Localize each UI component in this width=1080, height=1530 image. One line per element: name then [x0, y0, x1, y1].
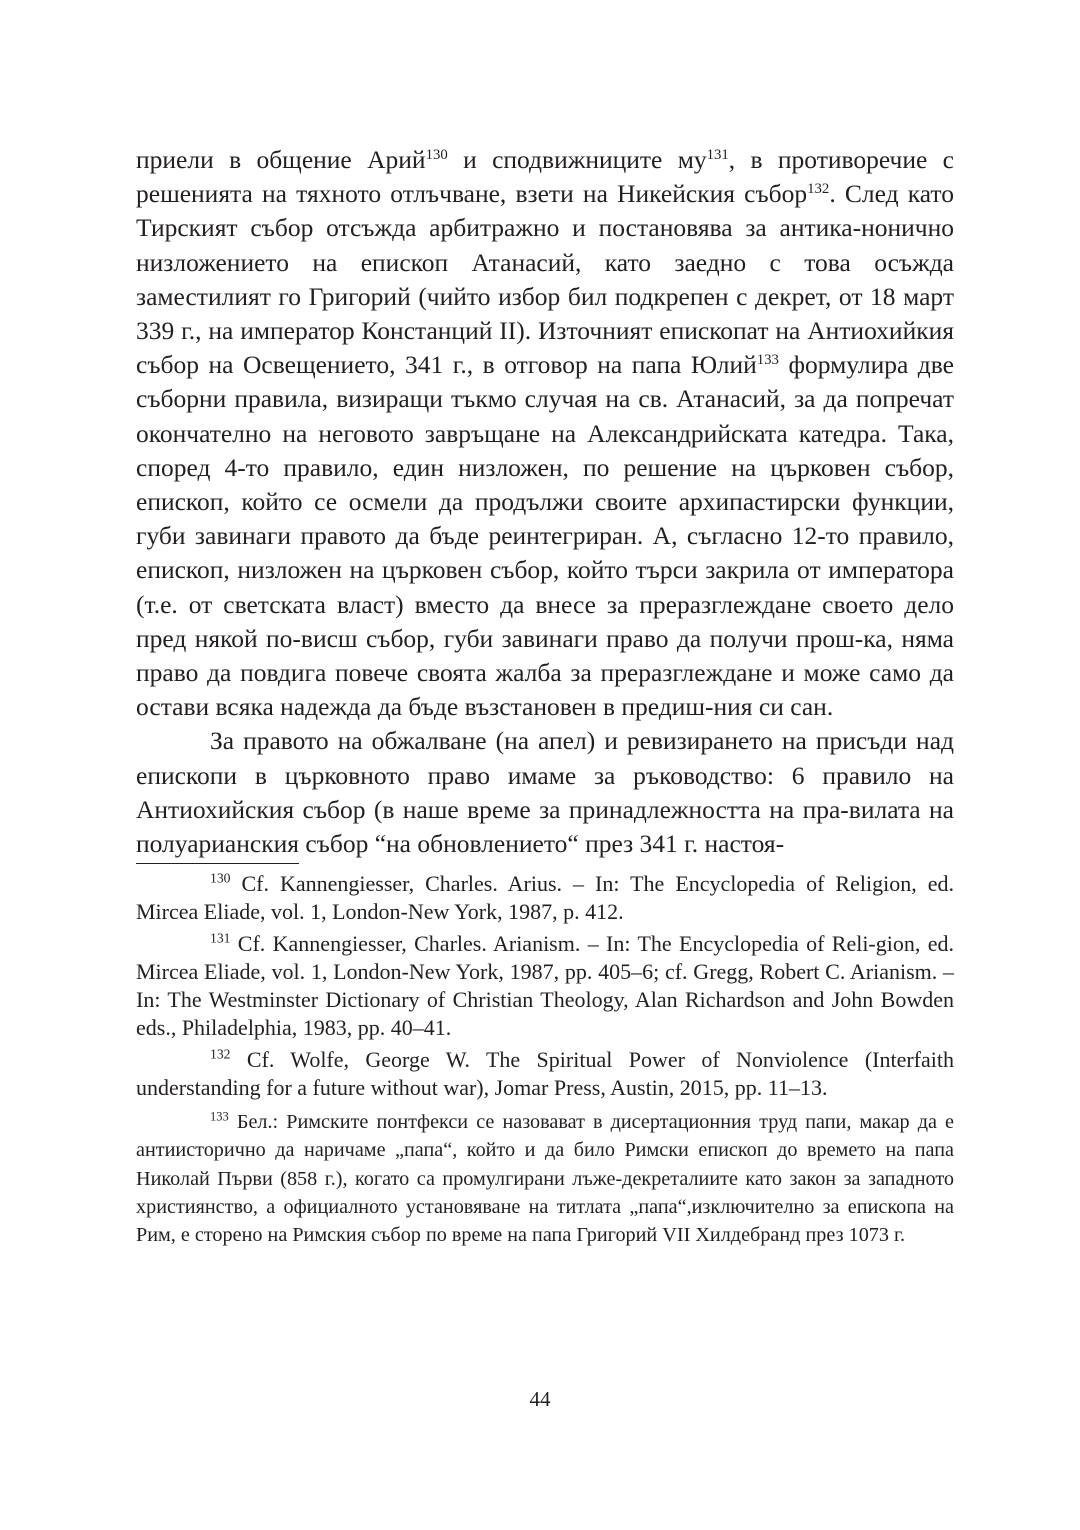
footnote-divider	[136, 863, 299, 864]
footnote-number: 130	[210, 870, 231, 886]
text-segment: и сподвижниците му	[447, 145, 707, 174]
text-segment: приели в общение Арий	[136, 145, 426, 174]
text-segment: , в противоречие с решенията на тяхното отлъчване, взети на Никейския събор	[136, 145, 954, 209]
footnote-133	[136, 1108, 954, 1249]
footnote-132	[136, 1046, 954, 1102]
footnote-ref-133[interactable]: 133	[756, 352, 779, 369]
footnote-text: Бел.: Римските понтфекси се назовават в дисертационния труд папи, макар да е антиисторично да наричаме „папа“, който и да било Римски епископ до времето на папа Николай Първи (858 г.), когато са промулгирани лъже-декреталиите като закон за западното християнство, а официалното установяване на титлата „папа“,изключително за епископа на Рим, е сторено на Римския събор по време на папа Григорий VII Хилдебранд през 1073 г.	[136, 1111, 954, 1247]
main-text	[136, 143, 954, 861]
footnote-text: Cf. Wolfe, George W. The Spiritual Power of Nonviolence (Interfaith understanding for a future without war), Jomar Press, Austin, 2015, pp. 11–13.	[136, 1047, 954, 1101]
paragraph-1	[136, 143, 954, 724]
text-segment: формулира две съборни правила, визиращи тъкмо случая на св. Атанасий, за да попречат окончателно на неговото завръщане на Александрийската катедра. Така, според 4-то правило, един низложен, по решение на църковен събор, епископ, който се осмели да продължи своите архипастирски функции, губи завинаги правото да бъде реинтегриран. А, съгласно 12-то правило, епископ, низложен на църковен събор, който търси закрила от императора (т.е. от светската власт) вместо да внесе за преразглеждане своето дело пред някой по-висш събор, губи завинаги право да получи прош-ка, няма право да повдига повече своята жалба за преразглеждане и може само да остави всяка надежда да бъде възстановен в предиш-ния си сан.	[136, 350, 954, 722]
footnotes	[136, 870, 954, 1249]
book-page	[136, 143, 954, 1253]
page-number: 44	[529, 1387, 551, 1411]
footnote-number: 133	[210, 1109, 229, 1124]
footnote-131	[136, 930, 954, 1042]
text-segment: . След като Тирският събор отсъжда арбитражно и постановява за антика-нонично низложението на епископ Атанасий, като заедно с това осъжда заместилият го Григорий (чийто избор бил подкрепен с декрет, от 18 март 339 г., на император Констанций II). Източният епископат на Антиохийкия събор на Освещението, 341 г., в отговор на папа Юлий	[136, 179, 954, 380]
footnote-130	[136, 870, 954, 926]
footnote-ref-130[interactable]: 130	[425, 146, 448, 163]
footnote-number: 131	[210, 930, 231, 946]
footnote-text: Cf. Kannengiesser, Charles. Arianism. – In: The Encyclopedia of Reli-gion, ed. Mircea Eliade, vol. 1, London-New York, 1987, pp. 405–6; cf. Gregg, Robert C. Arianism. – In: The Westminster Dictionary of Christian Theology, Alan Richardson and John Bowden eds., Philadelphia, 1983, pp. 40–41.	[136, 931, 954, 1041]
footnote-ref-131[interactable]: 131	[706, 146, 729, 163]
footnote-number: 132	[210, 1046, 231, 1062]
footnote-ref-132[interactable]: 132	[807, 181, 830, 198]
paragraph-2: За правото на обжалване (на апел) и ревизирането на присъди над епископи в църковното право имаме за ръководство: 6 правило на Антиохийския събор (в наше време за принадлежността на пра-вилата на полуарианския събор “на обновлението“ през 341 г. настоя-	[136, 726, 954, 859]
footnote-text: Cf. Kannengiesser, Charles. Arius. – In: The Encyclopedia of Religion, ed. Mircea Eliade, vol. 1, London-New York, 1987, p. 412.	[136, 871, 954, 925]
